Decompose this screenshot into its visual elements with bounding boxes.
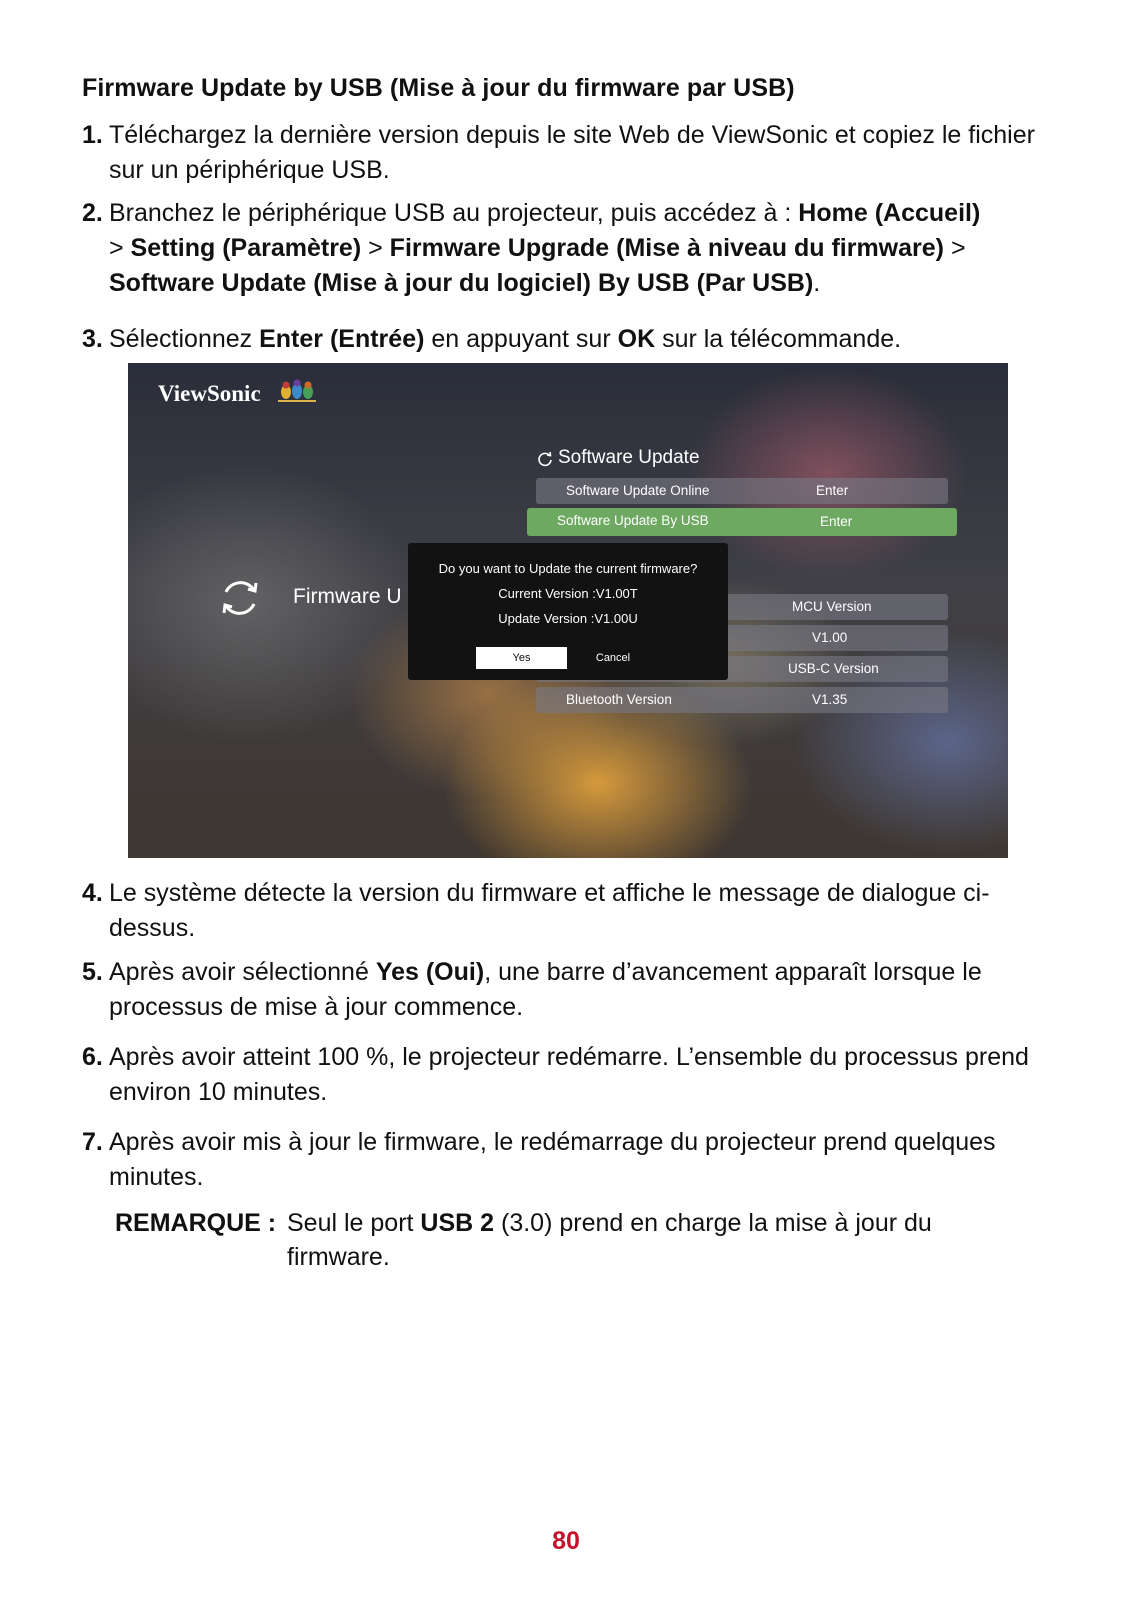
menu-row-mcu-value: V1.00 <box>536 625 948 651</box>
yes-button[interactable]: Yes <box>476 647 567 669</box>
step-number: 4. <box>82 879 103 907</box>
cancel-button[interactable]: Cancel <box>578 647 648 669</box>
step-number: 3. <box>82 325 103 353</box>
step-text: Sélectionnez Enter (Entrée) en appuyant sur OK sur la télécommande. <box>109 325 902 353</box>
step-text: Après avoir sélectionné Yes (Oui), une barre d’avancement apparaît lorsque le processus de mise à jour commence. <box>109 958 982 1021</box>
ui-screenshot <box>128 363 1008 858</box>
step-5 <box>82 955 1072 1025</box>
step-text: Le système détecte la version du firmware et affiche le message de dialogue ci-dessus. <box>109 879 990 942</box>
step-7 <box>82 1125 1072 1195</box>
step-number: 6. <box>82 1043 103 1071</box>
refresh-icon <box>537 451 553 467</box>
menu-row-bluetooth[interactable]: Bluetooth Version V1.35 <box>536 687 948 713</box>
remark-label: REMARQUE : <box>115 1209 277 1237</box>
menu-path-setting: Setting (Paramètre) <box>130 234 362 262</box>
menu-row-online[interactable]: Software Update Online Enter <box>536 478 948 504</box>
update-version: Update Version :V1.00U <box>498 611 638 626</box>
step-2 <box>82 196 1072 301</box>
menu-path-home: Home (Accueil) <box>798 199 981 227</box>
step-number: 2. <box>82 199 103 227</box>
step-number: 5. <box>82 958 103 986</box>
viewsonic-logo: ViewSonic <box>158 381 261 406</box>
step-6 <box>82 1040 1072 1110</box>
step-text: Après avoir atteint 100 %, le projecteur redémarre. L’ensemble du processus prend environ 10 minutes. <box>109 1043 1029 1106</box>
dialog-question: Do you want to Update the current firmware? <box>438 561 698 576</box>
step-number: 7. <box>82 1128 103 1156</box>
menu-title: Software Update <box>558 447 700 468</box>
menu-path-software-update: Software Update (Mise à jour du logiciel) By USB (Par USB) <box>109 269 814 297</box>
step-1 <box>82 118 1072 188</box>
menu-row-usb-selected[interactable]: Software Update By USB Enter <box>527 508 957 536</box>
current-version: Current Version :V1.00T <box>498 586 638 601</box>
remark-text: Seul le port USB 2 (3.0) prend en charge la mise à jour du firmware. <box>287 1209 932 1271</box>
step-4 <box>82 876 1072 946</box>
firmware-refresh-icon <box>218 576 262 620</box>
birds-logo-icon <box>276 377 318 405</box>
menu-row-usbc-version[interactable]: USB-C Version <box>536 656 948 682</box>
step-number: 1. <box>82 121 103 149</box>
section-heading: Firmware Update by USB (Mise à jour du firmware par USB) <box>82 74 795 102</box>
page-number: 80 <box>552 1527 580 1555</box>
menu-row-mcu-version[interactable]: MCU Version <box>536 594 948 620</box>
step-text: Après avoir mis à jour le firmware, le redémarrage du projecteur prend quelques minutes. <box>109 1128 996 1191</box>
menu-path-firmware-upgrade: Firmware Upgrade (Mise à niveau du firmware) <box>389 234 944 262</box>
step-text: Téléchargez la dernière version depuis le site Web de ViewSonic et copiez le fichier sur un périphérique USB. <box>109 121 1035 184</box>
update-dialog <box>408 543 728 680</box>
step-3 <box>82 322 1072 357</box>
step-text: Branchez le périphérique USB au projecteur, puis accédez à : Home (Accueil) > Setting (Paramètre) > Firmware Upgrade (Mise à niveau du firmware) > Software Update (Mise à jour du logiciel) By USB (Par USB). <box>109 199 981 297</box>
background-title: Firmware U <box>293 585 402 608</box>
